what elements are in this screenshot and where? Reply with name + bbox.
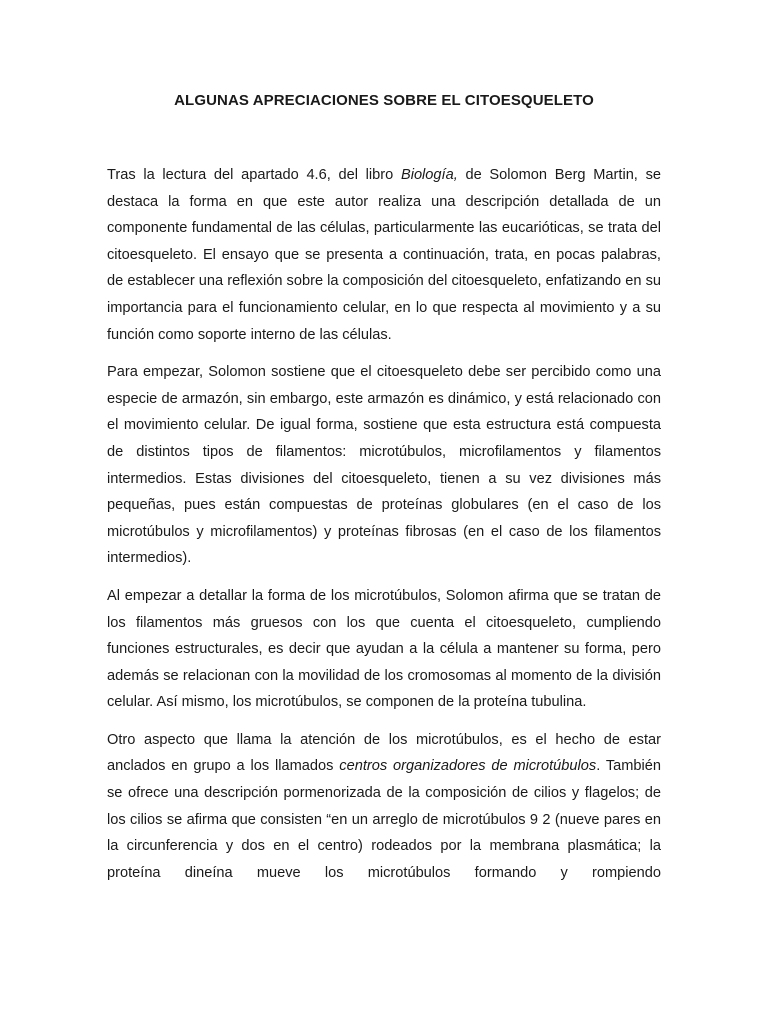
book-title-italic: Biología, (400, 167, 458, 183)
paragraph-2-run-1: Para empezar, Solomon sostiene que el citoesqueleto debe ser percibido como una especie de armazón, sin embargo, este armazón es dinámico, y está relacionado con el movimiento celular. De igual forma, sostiene que esta estructura está compuesta de distintos tipos de filamentos: microtúbulos, microfilamentos y filamentos intermedios. Estas divisiones del citoesqueleto, tienen a su vez divisiones más pequeñas, pues están compuestas de proteínas globulares (en el caso de los microtúbulos y microfilamentos) y proteínas fibrosas (en el caso de los filamentos intermedios). (107, 364, 661, 567)
document-body (107, 162, 661, 897)
paragraph-4-run-3: . También se ofrece una descripción pormenorizada de la composición de cilios y flagelos; de los cilios se afirma que consisten “en un arreglo de microtúbulos 9 2 (nueve pares en la circunferencia y dos en el centro) rodeados por la membrana plasmática; la proteína dineína mueve los microtúbulos formando y rompiendo (107, 758, 661, 881)
paragraph-1 (107, 162, 661, 348)
paragraph-3-run-1: Al empezar a detallar la forma de los microtúbulos, Solomon afirma que se tratan de los filamentos más gruesos con los que cuenta el citoesqueleto, cumpliendo funciones estructurales, es decir que ayudan a la célula a mantener su forma, pero además se relacionan con la movilidad de los cromosomas al momento de la división celular. Así mismo, los microtúbulos, se componen de la proteína tubulina. (107, 587, 661, 711)
document-title: ALGUNAS APRECIACIONES SOBRE EL CITOESQUELETO (174, 92, 594, 109)
paragraph-2 (107, 359, 661, 572)
paragraph-1-run-3: de Solomon Berg Martin, se destaca la forma en que este autor realiza una descripción detallada de un componente fundamental de las células, particularmente las eucarióticas, se trata del citoesqueleto. El ensayo que se presenta a continuación, trata, en pocas palabras, de establecer una reflexión sobre la composición del citoesqueleto, enfatizando en su importancia para el funcionamiento celular, en lo que respecta al movimiento y a su función como soporte interno de las células. (107, 167, 661, 343)
paragraph-1-run-1: Tras la lectura del apartado 4.6, del libro (107, 167, 401, 183)
italic-term: centros organizadores de microtúbulos (339, 758, 597, 775)
paragraph-4-run-1: Otro aspecto que llama la atención de los microtúbulos, es el hecho de estar anclados en grupo a los llamados (107, 731, 661, 775)
paragraph-4 (107, 727, 661, 887)
paragraph-3 (107, 583, 661, 716)
